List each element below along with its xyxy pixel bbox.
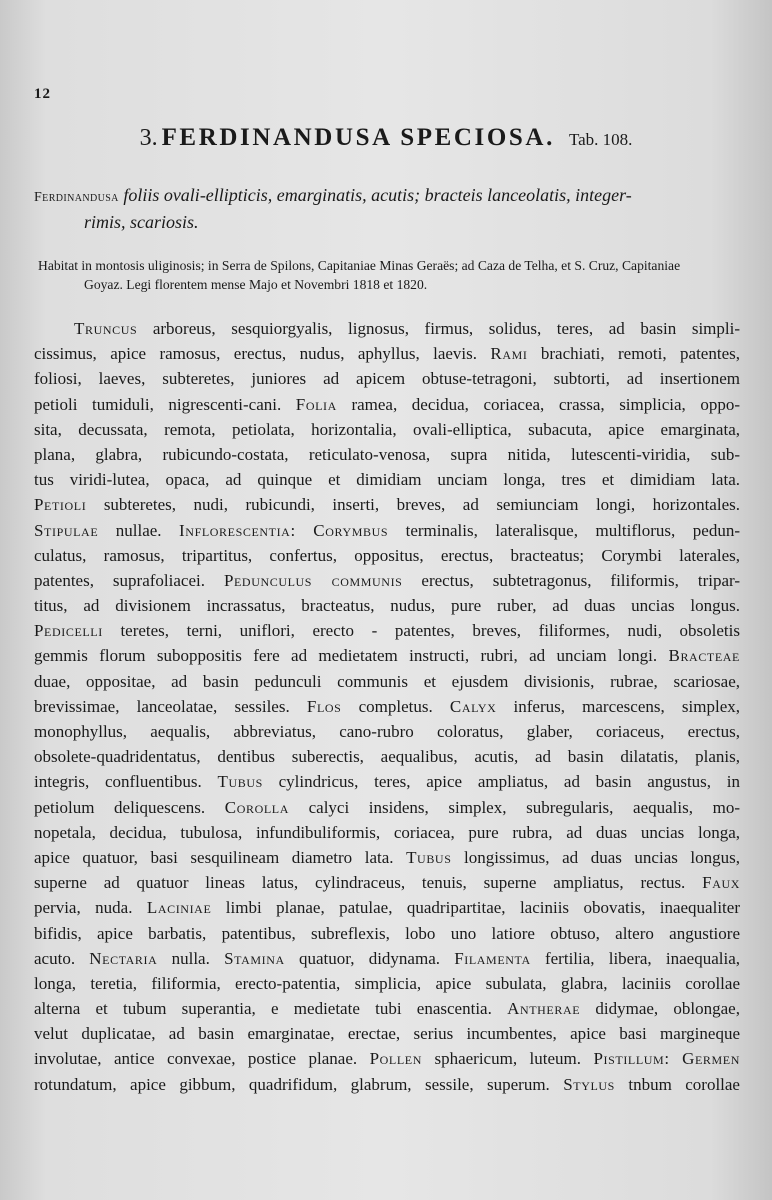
description-text: ramea, decidua, coriacea, crassa, simplicia, oppo- xyxy=(336,394,740,414)
description-text: duae, oppositae, ad basin pedunculi communis et ejusdem divisionis, rubrae, scariosae, xyxy=(34,671,740,691)
description-text: pervia, nuda. xyxy=(34,898,147,918)
description-text: quatuor, didynama. xyxy=(284,948,455,968)
description-text: didymae, oblongae, xyxy=(580,999,740,1019)
term-heading: Pedunculus communis xyxy=(223,570,403,590)
term-heading: Laciniae xyxy=(146,898,212,918)
term-heading: Bracteae xyxy=(668,646,740,666)
description-line xyxy=(34,795,740,820)
description-text: limbi planae, patulae, quadripartitae, laciniis obovatis, inaequaliter xyxy=(211,898,740,918)
description-text: inferus, marcescens, simplex, xyxy=(496,696,740,716)
description-text: sphaericum, luteum. xyxy=(422,1049,594,1069)
term-heading: Corolla xyxy=(224,797,289,817)
description-text: nullae. xyxy=(98,520,180,540)
description-text: culatus, ramosus, tripartitus, confertus, oppositus, erectus, bracteatus; Corymbi laterales, xyxy=(34,545,740,565)
description-text: involutae, antice convexae, postice planae. xyxy=(34,1049,370,1069)
description-line xyxy=(34,870,740,895)
term-heading: Tubus xyxy=(406,847,452,867)
description-text: patentes, suprafoliacei. xyxy=(34,570,224,590)
description-line xyxy=(34,820,740,845)
description-line xyxy=(34,719,740,744)
description-line xyxy=(34,946,740,971)
term-heading: Pistillum: xyxy=(593,1049,670,1069)
description-line xyxy=(34,669,740,694)
description-text: foliosi, laeves, subteretes, juniores ad apicem obtuse-tetragoni, subtorti, ad insertionem xyxy=(34,369,740,389)
description-text: monophyllus, aequalis, abbreviatus, cano-rubro coloratus, glaber, coriaceus, erectus, xyxy=(34,722,740,741)
description-text: titus, ad divisionem incrassatus, bracteatus, nudus, pure ruber, ad duas uncias longus. xyxy=(34,596,740,616)
description-text: nopetala, decidua, tubulosa, infundibuliformis, coriacea, pure rubra, ad duas uncias longa, xyxy=(34,822,740,842)
description-text xyxy=(296,521,314,540)
term-heading: Pollen xyxy=(369,1049,422,1069)
term-heading: Stipulae xyxy=(34,520,99,540)
diagnosis xyxy=(34,183,744,234)
diagnosis-line xyxy=(34,210,744,234)
description-text: erectus, subtetragonus, filiformis, tripar- xyxy=(402,570,740,590)
description-text: petiolum deliquescens. xyxy=(34,797,225,817)
description-text: velut duplicatae, ad basin emarginatae, erectae, serius incumbentes, apice basi margineque xyxy=(34,1024,740,1044)
page-title xyxy=(0,124,772,152)
term-heading: Rami xyxy=(490,344,528,364)
description-line xyxy=(34,492,740,517)
description-text: obsolete-quadridentatus, dentibus suberectis, aequalibus, acutis, ad basin dilatatis, planis, xyxy=(34,747,740,767)
term-heading: Calyx xyxy=(449,696,497,716)
description-line xyxy=(34,442,740,467)
description-text: arboreus, sesquiorgyalis, lignosus, firmus, solidus, teres, ad basin simpli- xyxy=(137,319,740,338)
description-line xyxy=(34,744,740,769)
term-heading: Corymbus xyxy=(313,520,389,540)
description-line xyxy=(34,694,740,719)
diagnosis-line xyxy=(34,183,744,210)
description-text: acuto. xyxy=(34,948,90,968)
term-heading: Faux xyxy=(702,873,740,893)
description-line xyxy=(34,618,740,643)
habitat-line: Goyaz. Legi florentem mense Majo et Novembri 1818 et 1820. xyxy=(84,277,428,292)
term-heading: Folia xyxy=(295,394,337,414)
description-text: calyci insidens, simplex, subregularis, aequalis, mo- xyxy=(288,797,740,817)
description-line xyxy=(34,845,740,870)
description-text: gemmis florum suboppositis fere ad medietatem instructi, rubri, ad unciam longi. xyxy=(34,646,669,666)
description-text: terminalis, lateralisque, multiflorus, pedun- xyxy=(388,520,740,540)
description-text: completus. xyxy=(341,696,450,716)
term-heading: Tubus xyxy=(217,772,263,792)
term-heading: Inflorescentia: xyxy=(179,520,296,540)
description-line xyxy=(34,643,740,668)
description-text xyxy=(670,1049,682,1068)
description-line xyxy=(34,467,740,492)
habitat xyxy=(38,256,748,294)
description-line xyxy=(34,971,740,996)
description-line xyxy=(34,1046,740,1071)
plate-reference: Tab. 108. xyxy=(568,130,633,149)
description-text: bifidis, apice barbatis, patentibus, subreflexis, lobo uno latiore obtuso, altero angustiore xyxy=(34,923,740,943)
description-line xyxy=(34,1072,740,1097)
description-text: cissimus, apice ramosus, erectus, nudus, aphyllus, laevis. xyxy=(34,344,491,364)
diagnosis-genus: Ferdinandusa xyxy=(34,190,119,205)
description-line xyxy=(34,366,740,391)
description-line xyxy=(34,769,740,794)
description-line xyxy=(34,417,740,442)
diagnosis-text: foliis ovali-ellipticis, emarginatis, acutis; bracteis lanceolatis, integer- xyxy=(123,185,632,205)
description-line xyxy=(34,518,740,543)
description-text: brevissimae, lanceolatae, sessiles. xyxy=(34,696,307,716)
description-line xyxy=(34,341,740,366)
term-heading: Stylus xyxy=(563,1074,615,1094)
term-heading: Stamina xyxy=(224,948,285,968)
description-text: petioli tumiduli, nigrescenti-cani. xyxy=(34,394,296,414)
description-line xyxy=(34,543,740,568)
habitat-line: Habitat in montosis uliginosis; in Serra de Spilons, Capitaniae Minas Geraës; ad Caza de Telha, et S. Cruz, Capitaniae xyxy=(38,258,681,273)
description-line xyxy=(34,921,740,946)
description-line xyxy=(34,895,740,920)
description-text: tnbum corollae xyxy=(614,1074,740,1094)
page-number: 12 xyxy=(34,86,51,102)
description-text: longissimus, ad duas uncias longus, xyxy=(451,847,740,867)
description-line xyxy=(34,568,740,593)
description-text: integris, confluentibus. xyxy=(34,772,218,792)
description-text: rotundatum, apice gibbum, quadrifidum, glabrum, sessile, superum. xyxy=(34,1074,564,1094)
description-line xyxy=(34,316,740,341)
description-text: sita, decussata, remota, petiolata, horizontalia, ovali-elliptica, subacuta, apice emarginata, xyxy=(34,419,740,439)
term-heading: Flos xyxy=(306,696,342,716)
description-line xyxy=(34,392,740,417)
description-text: brachiati, remoti, patentes, xyxy=(527,344,740,364)
description-line xyxy=(34,1021,740,1046)
description-body xyxy=(34,316,740,1097)
term-heading: Germen xyxy=(682,1049,740,1069)
term-heading: Truncus xyxy=(74,319,138,338)
description-text: subteretes, nudi, rubicundi, inserti, breves, ad semiunciam longi, horizontales. xyxy=(86,495,740,515)
description-text: superne ad quatuor lineas latus, cylindraceus, tenuis, superne ampliatus, rectus. xyxy=(34,873,703,893)
term-heading: Pedicelli xyxy=(34,621,103,641)
description-text: plana, glabra, rubicundo-costata, reticulato-venosa, supra nitida, lutescenti-viridia, sub- xyxy=(34,444,740,464)
term-heading: Nectaria xyxy=(89,948,158,968)
diagnosis-text: rimis, scariosis. xyxy=(84,212,199,232)
species-name: FERDINANDUSA SPECIOSA. xyxy=(161,124,555,151)
description-text: fertilia, libera, inaequalia, xyxy=(530,948,740,968)
description-text: apice quatuor, basi sesquilineam diametro lata. xyxy=(34,847,407,867)
description-line xyxy=(34,996,740,1021)
description-text: tus viridi-lutea, opaca, ad quinque et dimidiam unciam longa, tres et dimidiam lata. xyxy=(34,470,740,490)
species-number: 3. xyxy=(139,125,158,151)
description-text: cylindricus, teres, apice ampliatus, ad basin angustus, in xyxy=(262,772,740,792)
term-heading: Antherae xyxy=(507,999,581,1019)
description-text: nulla. xyxy=(157,948,225,968)
description-line xyxy=(34,593,740,618)
term-heading: Petioli xyxy=(34,495,87,515)
term-heading: Filamenta xyxy=(454,948,531,968)
description-text: alterna et tubum superantia, e medietate tubi enascentia. xyxy=(34,999,508,1019)
description-text: longa, teretia, filiformia, erecto-patentia, simplicia, apice subulata, glabra, laciniis corollae xyxy=(34,973,740,993)
description-text: teretes, terni, uniflori, erecto - patentes, breves, filiformes, nudi, obsoletis xyxy=(102,621,740,641)
